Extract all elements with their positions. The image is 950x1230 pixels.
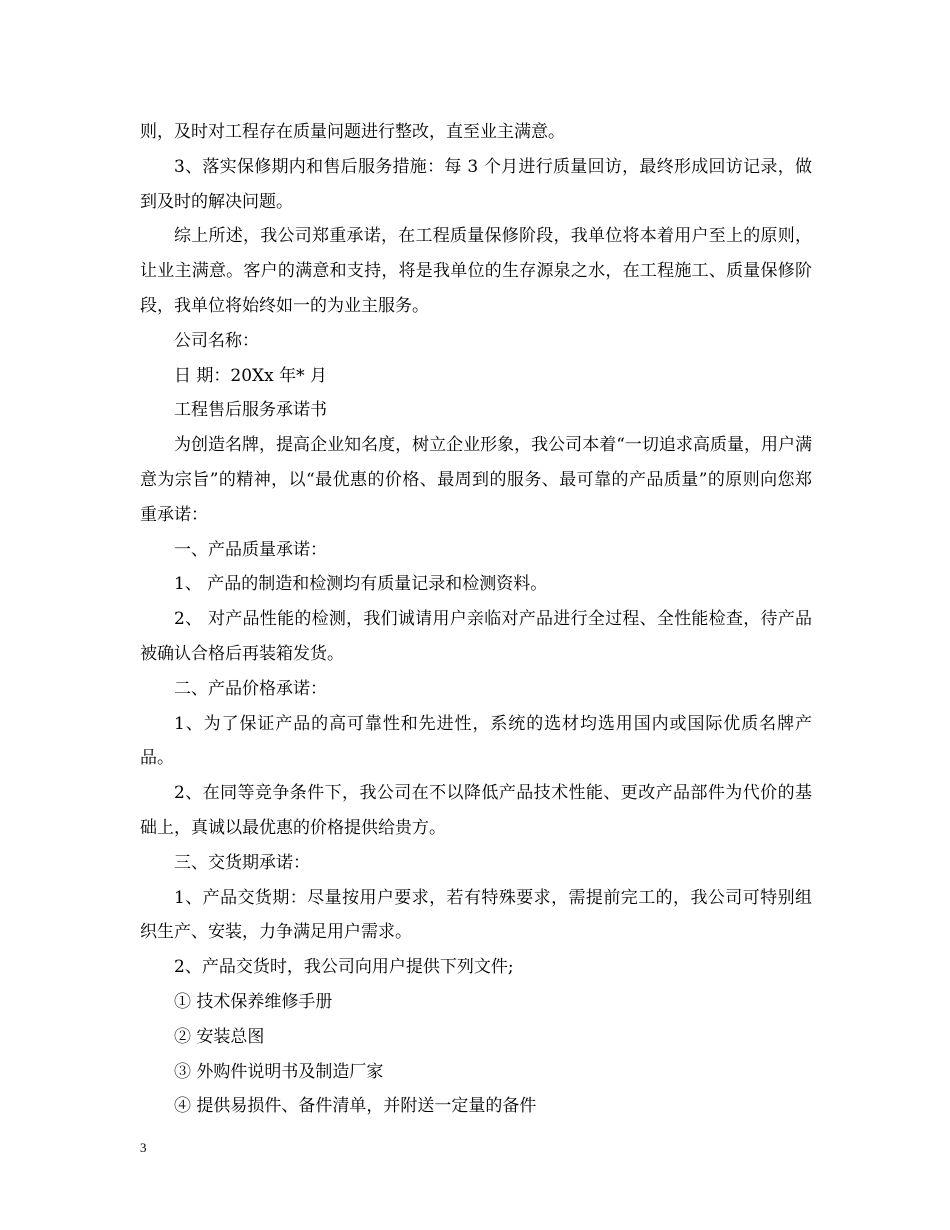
price-item-2: 2、在同等竞争条件下，我公司在不以降低产品技术性能、更改产品部件为代价的基础上，真诚以最优惠的价格提供给贵方。: [140, 783, 812, 838]
list-item: ④ 提供易损件、备件清单，并附送一定量的备件: [174, 1096, 537, 1117]
date-line: 日 期：20Xx 年* 月: [174, 365, 328, 386]
delivery-item-2: 2、产品交货时，我公司向用户提供下列文件;: [174, 957, 514, 978]
price-item-1: 1、为了保证产品的高可靠性和先进性，系统的选材均选用国内或国际优质名牌产品。: [140, 713, 812, 769]
list-item: ③ 外购件说明书及制造厂家: [174, 1061, 384, 1082]
document-body: [140, 115, 812, 1124]
paragraph-summary: 综上所述，我公司郑重承诺，在工程质量保修阶段，我单位将本着用户至上的原则，让业主满意。客户的满意和支持，将是我单位的生存源泉之水，在工程施工、质量保修阶段，我单位将始终如一的为业主服务。: [140, 226, 812, 316]
paragraph-intro: 为创造名牌，提高企业知名度，树立企业形象，我公司本着“一切追求高质量，用户满意为宗旨”的精神，以“最优惠的价格、最周到的服务、最可靠的产品质量”的原则向您郑重承诺：: [140, 435, 812, 525]
heading-delivery-commitment: 三、交货期承诺：: [174, 852, 310, 873]
heading-quality-commitment: 一、产品质量承诺：: [174, 539, 327, 560]
list-item: ② 安装总图: [174, 1026, 265, 1047]
paragraph-warranty-measures: 3、落实保修期内和售后服务措施：每 3 个月进行质量回访，最终形成回访记录，做到及时的解决问题。: [140, 156, 812, 212]
page-number: 3: [140, 1140, 147, 1155]
section-title: 工程售后服务承诺书: [174, 400, 327, 421]
delivery-item-1: 1、产品交货期：尽量按用户要求，若有特殊要求，需提前完工的，我公司可特别组织生产、安装，力争满足用户需求。: [140, 887, 812, 943]
quality-item-1: 1、 产品的制造和检测均有质量记录和检测资料。: [174, 574, 548, 595]
company-name-label: 公司名称：: [174, 330, 259, 351]
heading-price-commitment: 二、产品价格承诺：: [174, 678, 327, 699]
paragraph-rectification: 则，及时对工程存在质量问题进行整改，直至业主满意。: [140, 122, 565, 142]
list-item: ① 技术保养维修手册: [174, 991, 333, 1012]
quality-item-2: 2、 对产品性能的检测，我们诚请用户亲临对产品进行全过程、全性能检查，待产品被确认合格后再装箱发货。: [140, 609, 812, 664]
